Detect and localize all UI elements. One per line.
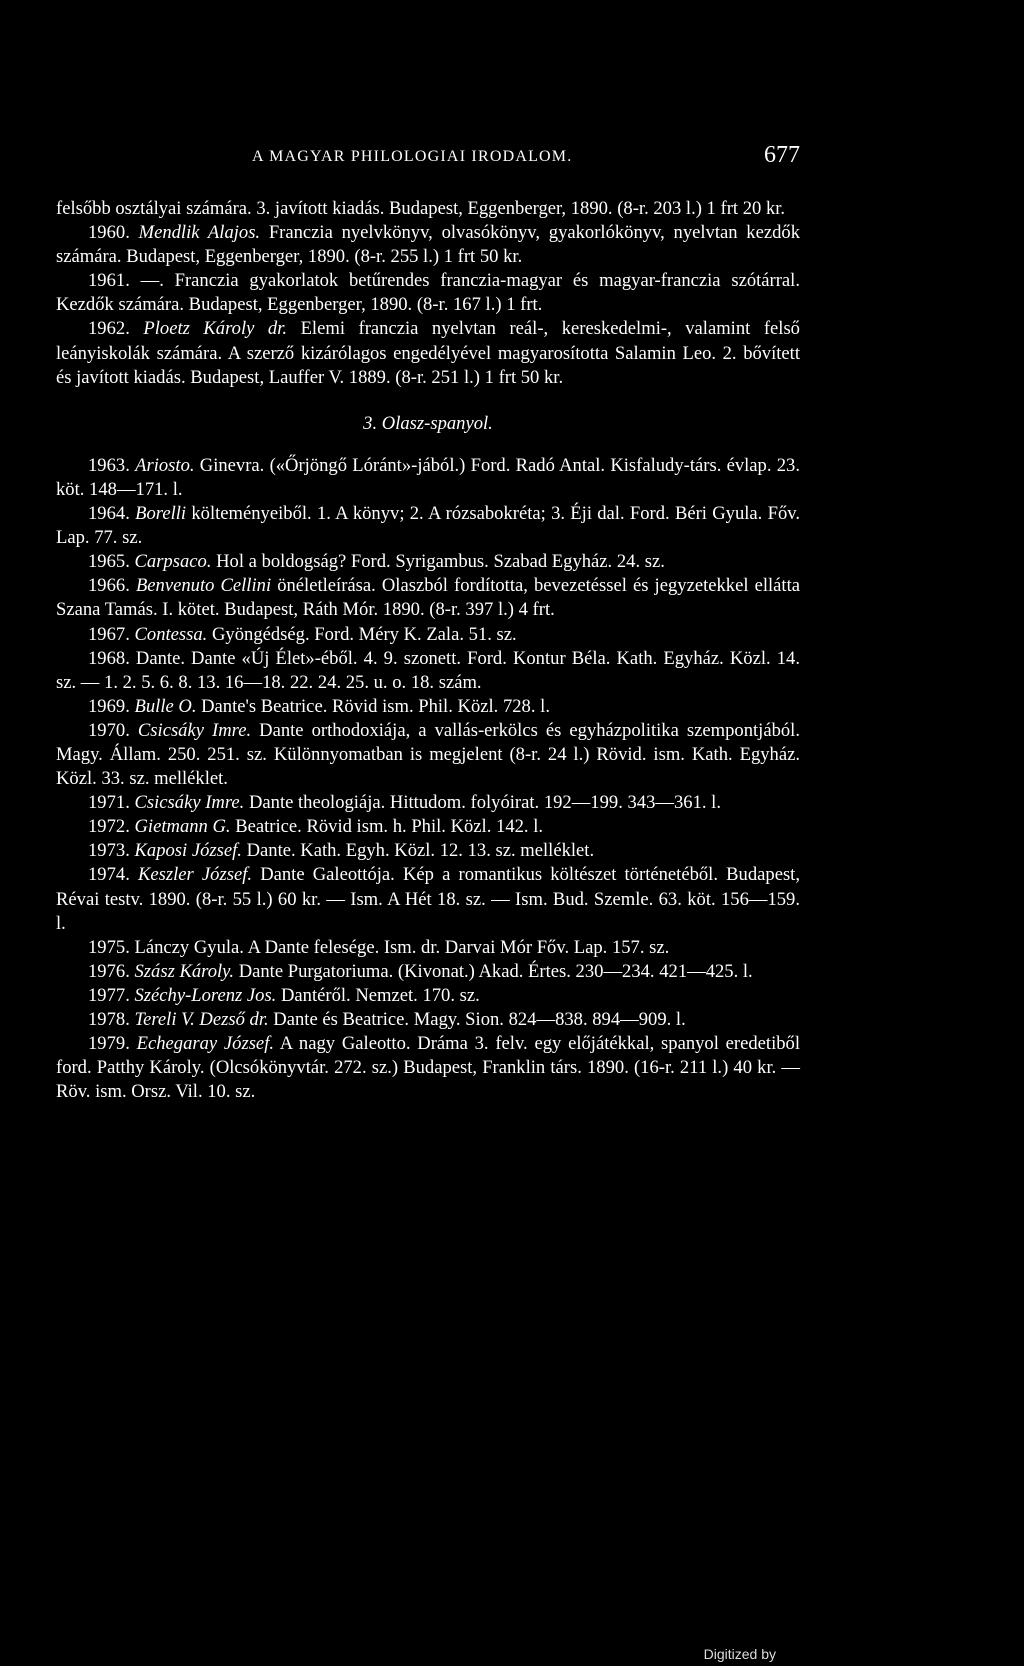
entry-1976: 1976. Szász Károly. Dante Purgatoriuma. (Kivonat.) Akad. Értes. 230—234. 421—425. l.: [88, 960, 753, 982]
entry-1979: 1979. Echegaray József. A nagy Galeotto. Dráma 3. felv. egy előjátékkal, spanyol eredetiből ford. Patthy Károly. (Olcsókönyvtár. 272. sz.) Budapest, Franklin társ. 1890. (16-r. 211 l.) 40 kr. — Röv. ism. Orsz. Vil. 10. sz.: [56, 1033, 800, 1103]
entry-1969: 1969. Bulle O. Dante's Beatrice. Rövid ism. Phil. Közl. 728. l.: [88, 695, 550, 717]
entry-1971: 1971. Csicsáky Imre. Dante theologiája. Hittudom. folyóirat. 192—199. 343—361. l.: [88, 792, 721, 814]
entry-1965: 1965. Carpsaco. Hol a boldogság? Ford. Syrigambus. Szabad Egyház. 24. sz.: [88, 551, 665, 573]
entry-1977: 1977. Széchy-Lorenz Jos. Dantéről. Nemzet. 170. sz.: [88, 984, 480, 1006]
entry-1960: 1960. Mendlik Alajos. Franczia nyelvkönyv, olvasókönyv, gyakorlókönyv, nyelvtan kezdők számára. Budapest, Eggenberger, 1890. (8-r. 255 l.) 1 frt 50 kr.: [56, 222, 800, 268]
section-heading: [56, 412, 800, 436]
entry-1963: 1963. Ariosto. Ginevra. («Őrjöngő Lóránt»-jából.) Ford. Radó Antal. Kisfaludy-társ. évlap. 23. köt. 148—171. l.: [56, 454, 800, 500]
entry-1967: 1967. Contessa. Gyöngédség. Ford. Méry K. Zala. 51. sz.: [88, 623, 517, 645]
entry-1964: 1964. Borelli költeményeiből. 1. A könyv; 2. A rózsabokréta; 3. Éji dal. Ford. Béri Gyula. Főv. Lap. 77. sz.: [56, 503, 800, 549]
entry-1973: 1973. Kaposi József. Dante. Kath. Egyh. Közl. 12. 13. sz. melléklet.: [88, 840, 595, 862]
digitized-by-watermark: Digitized by: [703, 1646, 776, 1662]
page-body: [56, 197, 800, 1104]
entry-1961: 1961. —. Franczia gyakorlatok betűrendes franczia-magyar és magyar-franczia szótárral. Kezdők számára. Budapest, Eggenberger, 1890. (8-r. 167 l.) 1 frt.: [56, 270, 800, 316]
entry-1975: 1975. Lánczy Gyula. A Dante felesége. Ism. dr. Darvai Mór Főv. Lap. 157. sz.: [88, 936, 670, 958]
entry-1970: 1970. Csicsáky Imre. Dante orthodoxiája, a vallás-erkölcs és egyházpolitika szempontjából. Magy. Állam. 250. 251. sz. Különnyomatban is megjelent (8-r. 24 l.) Rövid. ism. Kath. Egyház. Közl. 33. sz. melléklet.: [56, 719, 800, 790]
entry-1978: 1978. Tereli V. Dezső dr. Dante és Beatrice. Magy. Sion. 824—838. 894—909. l.: [88, 1009, 686, 1030]
section-number: 3.: [363, 412, 378, 434]
entry-1972: 1972. Gietmann G. Beatrice. Rövid ism. h. Phil. Közl. 142. l.: [88, 816, 544, 838]
page-number: 677: [764, 142, 800, 168]
running-title: A MAGYAR PHILOLOGIAI IRODALOM.: [252, 148, 573, 165]
entry-continuation: felsőbb osztályai számára. 3. javított kiadás. Budapest, Eggenberger, 1890. (8-r. 203 l.) 1 frt 20 kr.: [56, 198, 786, 219]
entry-1974: 1974. Keszler József. Dante Galeottója. Kép a romantikus költészet történetéből. Budapest, Révai testv. 1890. (8-r. 55 l.) 60 kr. — Ism. A Hét 18. sz. — Ism. Bud. Szemle. 63. köt. 156—159. l.: [56, 864, 800, 934]
entry-1968: 1968. Dante. Dante «Új Élet»-éből. 4. 9. szonett. Ford. Kontur Béla. Kath. Egyház. Közl. 14. sz. — 1. 2. 5. 6. 8. 13. 16—18. 22. 24. 25. u. o. 18. szám.: [56, 647, 800, 693]
running-header: [56, 142, 800, 172]
entry-1966: 1966. Benvenuto Cellini önéletleírása. Olaszból fordította, bevezetéssel és jegyzetekkel ellátta Szana Tamás. I. kötet. Budapest, Ráth Mór. 1890. (8-r. 397 l.) 4 frt.: [56, 575, 801, 621]
section-title: Olasz-spanyol.: [381, 412, 493, 434]
entry-1962: 1962. Ploetz Károly dr. Elemi franczia nyelvtan reál-, kereskedelmi-, valamint felső leányiskolák számára. A szerző kizárólagos engedélyével magyarosította Salamin Leo. 2. bővített és javított kiadás. Budapest, Lauffer V. 1889. (8-r. 251 l.) 1 frt 50 kr.: [56, 318, 800, 388]
